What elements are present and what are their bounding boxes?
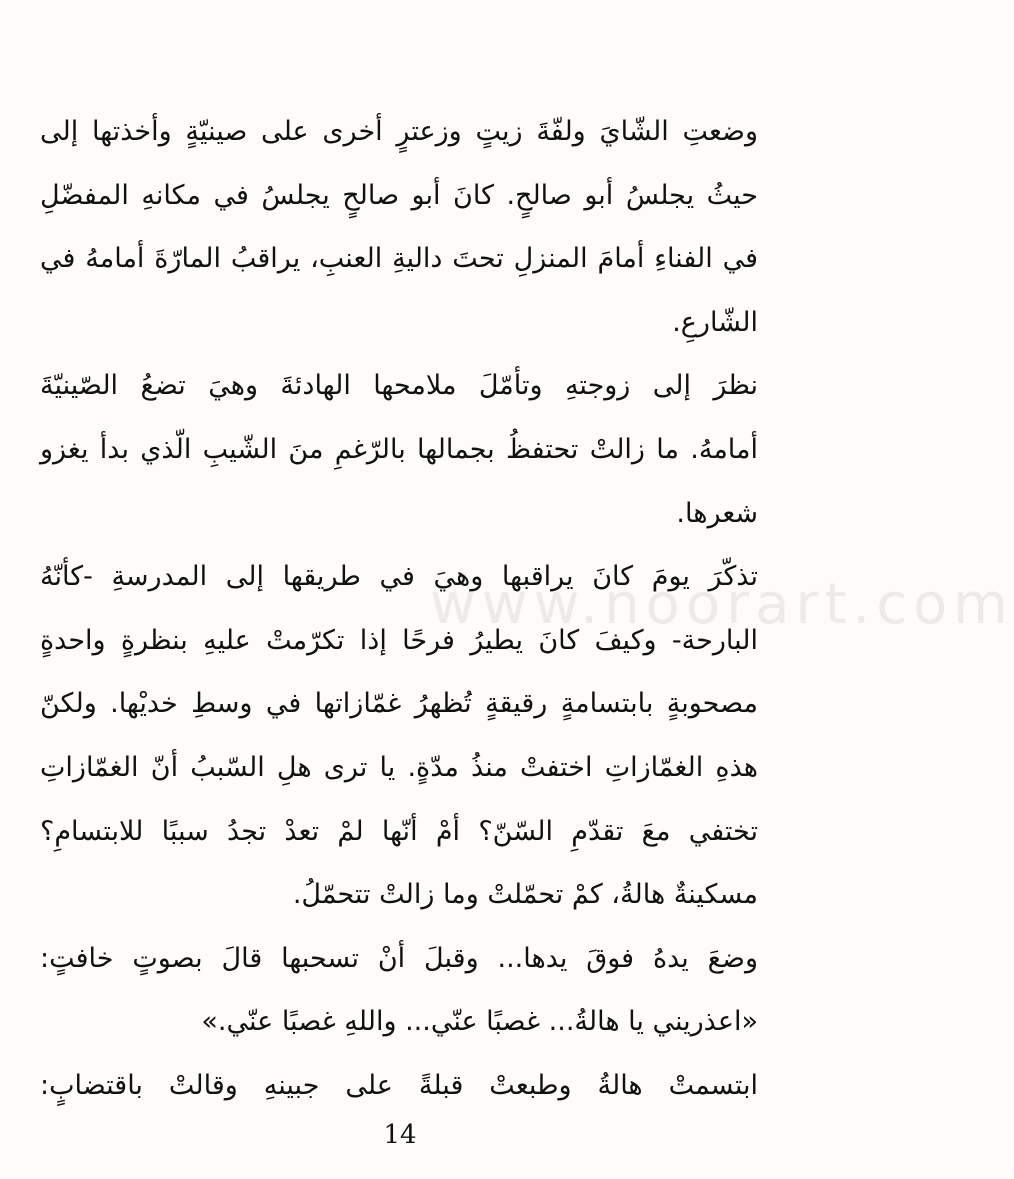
text-line: البارحة- وكيفَ كانَ يطيرُ فرحًا إذا تكرّمتْ عليهِ بنظرةٍ واحدةٍ: [40, 624, 758, 656]
text-line: تختفي معَ تقدّمِ السّنّ؟ أمْ أنّها لمْ تعدْ تجدُ سببًا للابتسامِ؟: [40, 815, 758, 847]
text-line: حيثُ يجلسُ أبو صالحٍ. كانَ أبو صالحٍ يجلسُ في مكانهِ المفضّلِ: [40, 179, 758, 211]
page-number: 14: [383, 1120, 417, 1150]
body-text: [40, 100, 758, 1118]
text-line: وضعتِ الشّايَ ولفّةَ زيتٍ وزعترٍ أخرى على صينيّةٍ وأخذتها إلى: [40, 116, 758, 147]
text-line: الشّارعِ.: [672, 306, 758, 338]
text-line: هذهِ الغمّازاتِ اختفتْ منذُ مدّةٍ. يا ترى هلِ السّببُ أنّ الغمّازاتِ: [40, 751, 758, 783]
text-line: شعرها.: [676, 497, 758, 529]
text-line: تذكّرَ يومَ كانَ يراقبها وهيَ في طريقها إلى المدرسةِ -كأنّهُ: [40, 561, 758, 593]
text-line: مسكينةٌ هالةُ، كمْ تحمّلتْ وما زالتْ تتحمّلُ.: [292, 879, 758, 911]
watermark: www.noorart.com: [430, 572, 1014, 637]
text-line: في الفناءِ أمامَ المنزلِ تحتَ داليةِ العنبِ، يراقبُ المارّةَ أمامهُ في: [40, 243, 758, 275]
text-line: «اعذريني يا هالةُ... غصبًا عنّي... واللهِ غصبًا عنّي.»: [201, 1006, 758, 1038]
text-line: ابتسمتْ هالةُ وطبعتْ قبلةً على جبينهِ وقالتْ باقتضابٍ:: [40, 1069, 758, 1101]
text-line: وضعَ يدهُ فوقَ يدها... وقبلَ أنْ تسحبها قالَ بصوتٍ خافتٍ:: [40, 942, 758, 974]
text-line: أمامهُ. ما زالتْ تحتفظُ بجمالها بالرّغمِ منَ الشّيبِ الّذي بدأ يغزو: [40, 433, 758, 465]
text-line: نظرَ إلى زوجتهِ وتأمّلَ ملامحها الهادئةَ وهيَ تضعُ الصّينيّةَ: [40, 370, 758, 402]
text-line: مصحوبةٍ بابتسامةٍ رقيقةٍ تُظهرُ غمّازاتها في وسطِ خديْها. ولكنّ: [40, 688, 758, 720]
